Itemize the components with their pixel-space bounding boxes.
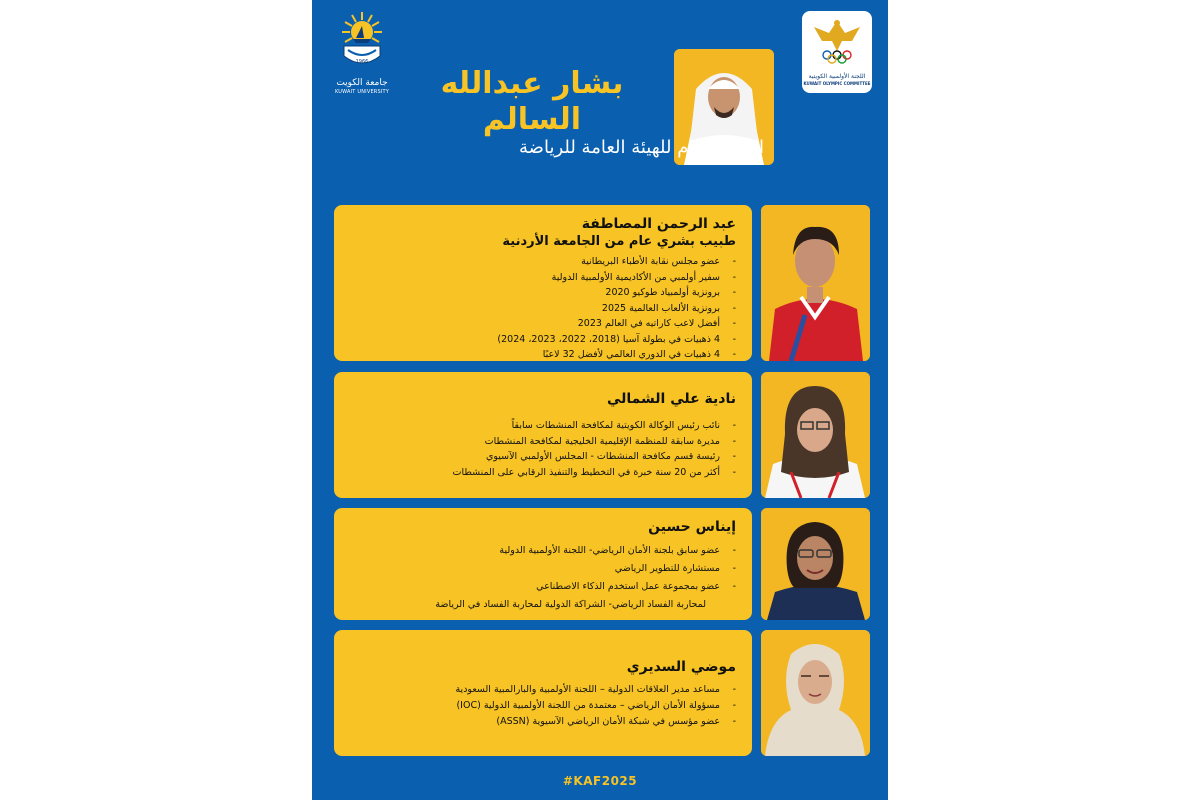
kuwait-university-logo: [334, 10, 390, 96]
header-name: [412, 66, 652, 138]
credential-item: - رئيسة قسم مكافحة المنشطات - المجلس الأولمبي الآسيوي: [346, 449, 736, 465]
header-name-line1: بشار عبدالله: [440, 66, 624, 101]
credential-item: - أفضل لاعب كاراتيه في العالم 2023: [346, 316, 736, 332]
speaker-credentials: [346, 254, 736, 363]
credential-item: - مساعد مدير العلاقات الدولية – اللجنة الأولمبية والبارالمبية السعودية: [346, 682, 736, 698]
speaker-photo-3: [761, 508, 870, 620]
koc-name-arabic: اللجنة الأولمبية الكويتية: [808, 73, 866, 80]
speaker-photo-4: [761, 630, 870, 756]
credential-item: - برونزية الألعاب العالمية 2025: [346, 301, 736, 317]
speaker-subtitle: طبيب بشري عام من الجامعة الأردنية: [502, 234, 736, 249]
credential-item: - عضو سابق بلجنة الأمان الرياضي- اللجنة الأولمبية الدولية: [346, 542, 736, 560]
ku-name-english: KUWAIT UNIVERSITY: [334, 89, 390, 95]
speaker-card-1: [334, 205, 752, 361]
speaker-name: إيناس حسين: [648, 519, 736, 535]
speaker-card-4: [334, 630, 752, 756]
ku-year: 1966: [355, 59, 369, 65]
event-hashtag: #KAF2025: [562, 774, 638, 788]
woman-hijab-portrait-icon: [761, 630, 870, 756]
credential-item: - برونزية أولمبياد طوكيو 2020: [346, 285, 736, 301]
speaker-photo-1: [761, 205, 870, 361]
speaker-name: عبد الرحمن المصاطفة: [581, 216, 736, 232]
credential-item: - عضو مجلس نقابة الأطباء البريطانية: [346, 254, 736, 270]
header-name-line2: السالم: [482, 102, 582, 137]
credential-item: - أكثر من 20 سنة خبرة في التخطيط والتنفيذ الرقابي على المنشطات: [346, 465, 736, 481]
credential-item: - مسؤولة الأمان الرياضي – معتمدة من اللجنة الأولمبية الدولية (IOC): [346, 698, 736, 714]
poster: [312, 0, 888, 800]
speaker-credentials: [346, 682, 736, 730]
credential-item: - عضو بمجموعة عمل استخدم الذكاء الاصطناعي: [346, 578, 736, 596]
kuwait-university-emblem-icon: [340, 10, 384, 72]
athlete-portrait-icon: [761, 205, 870, 361]
koc-name-english: KUWAIT OLYMPIC COMMITTEE: [803, 81, 871, 86]
speaker-credentials: [346, 418, 736, 480]
speaker-name: موضي السديري: [626, 659, 736, 675]
credential-item: - 4 ذهبيات في الدوري العالمي لأفضل 32 لاعبًا: [346, 347, 736, 363]
speaker-photo-2: [761, 372, 870, 498]
speaker-name: نادية علي الشمالي: [606, 391, 736, 407]
credential-item: - نائب رئيس الوكالة الكويتية لمكافحة المنشطات سابقاً: [346, 418, 736, 434]
ku-name-arabic: جامعة الكويت: [336, 78, 388, 88]
falcon-olympic-rings-icon: [808, 11, 866, 69]
credential-item: - مديرة سابقة للمنظمة الإقليمية الخليجية لمكافحة المنشطات: [346, 434, 736, 450]
credential-item: - سفير أولمبي من الأكاديمية الأولمبية الدولية: [346, 270, 736, 286]
credential-item: - 4 ذهبيات في بطولة آسيا (2018، 2022، 2023، 2024): [346, 332, 736, 348]
woman-hijab-portrait-icon: [761, 372, 870, 498]
speaker-credentials: [346, 542, 736, 614]
credential-item: - عضو مؤسس في شبكة الأمان الرياضي الآسيوية (ASSN): [346, 714, 736, 730]
credential-continuation: لمحاربة الفساد الرياضي- الشراكة الدولية لمحاربة الفساد في الرياضة: [435, 599, 706, 610]
header-role: المدير العام للهيئة العامة للرياضة: [519, 137, 764, 158]
credential-item: - مستشارة للتطوير الرياضي: [346, 560, 736, 578]
woman-portrait-icon: [761, 508, 870, 620]
speaker-card-2: [334, 372, 752, 498]
kuwait-olympic-committee-logo: [802, 11, 872, 93]
speaker-card-3: [334, 508, 752, 620]
